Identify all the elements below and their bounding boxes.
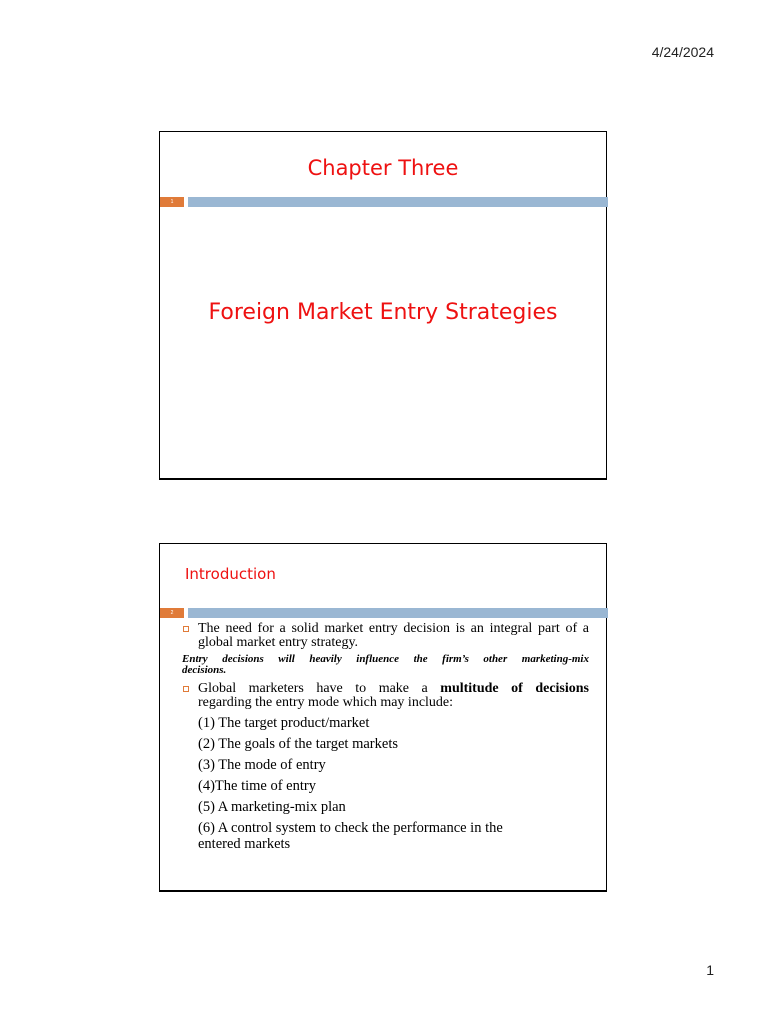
note-line-1: Entry decisions will heavily influence the firm’s other marketing-mix <box>182 653 589 665</box>
slide-2-number: 2 <box>160 608 184 618</box>
entry-decisions-note <box>182 654 589 676</box>
bullet-2-line-2: regarding the entry mode which may include: <box>198 695 454 710</box>
bullet-2-bold-text: multitude of decisions <box>440 681 589 696</box>
slide-2-divider-bar <box>188 608 608 618</box>
bullet-market-entry-decision <box>182 622 589 650</box>
slide-1-subtitle: Foreign Market Entry Strategies <box>208 300 558 325</box>
slide-2 <box>159 543 607 892</box>
entry-decisions-list <box>182 715 589 852</box>
bullet-1-line-2: global market entry strategy. <box>198 635 359 650</box>
page-number: 1 <box>706 962 714 978</box>
list-item: (5) A marketing-mix plan <box>198 799 346 815</box>
list-item: (6) A control system to check the performance in the <box>198 820 503 836</box>
list-item: (3) The mode of entry <box>198 757 326 773</box>
bullet-1-line-1: The need for a solid market entry decision is an integral part of a <box>198 621 589 636</box>
bullet-global-marketers <box>182 682 589 710</box>
slide-1-number: 1 <box>160 197 184 207</box>
note-line-2: decisions. <box>182 664 227 676</box>
slide-2-title: Introduction <box>185 565 276 583</box>
square-bullet-icon <box>183 626 189 632</box>
list-item: (1) The target product/market <box>198 715 370 731</box>
slide-2-content <box>182 622 589 857</box>
bullet-2-text: Global marketers have to make a <box>198 681 428 696</box>
square-bullet-icon <box>183 686 189 692</box>
slide-1 <box>159 131 607 480</box>
list-item: (4)The time of entry <box>198 778 316 794</box>
slide-1-divider-bar <box>188 197 608 207</box>
bullet-2-line-1 <box>198 682 589 696</box>
slide-1-title: Chapter Three <box>307 156 459 180</box>
page-date: 4/24/2024 <box>651 44 714 60</box>
list-item: (2) The goals of the target markets <box>198 736 398 752</box>
list-item-continued: entered markets <box>198 836 291 852</box>
